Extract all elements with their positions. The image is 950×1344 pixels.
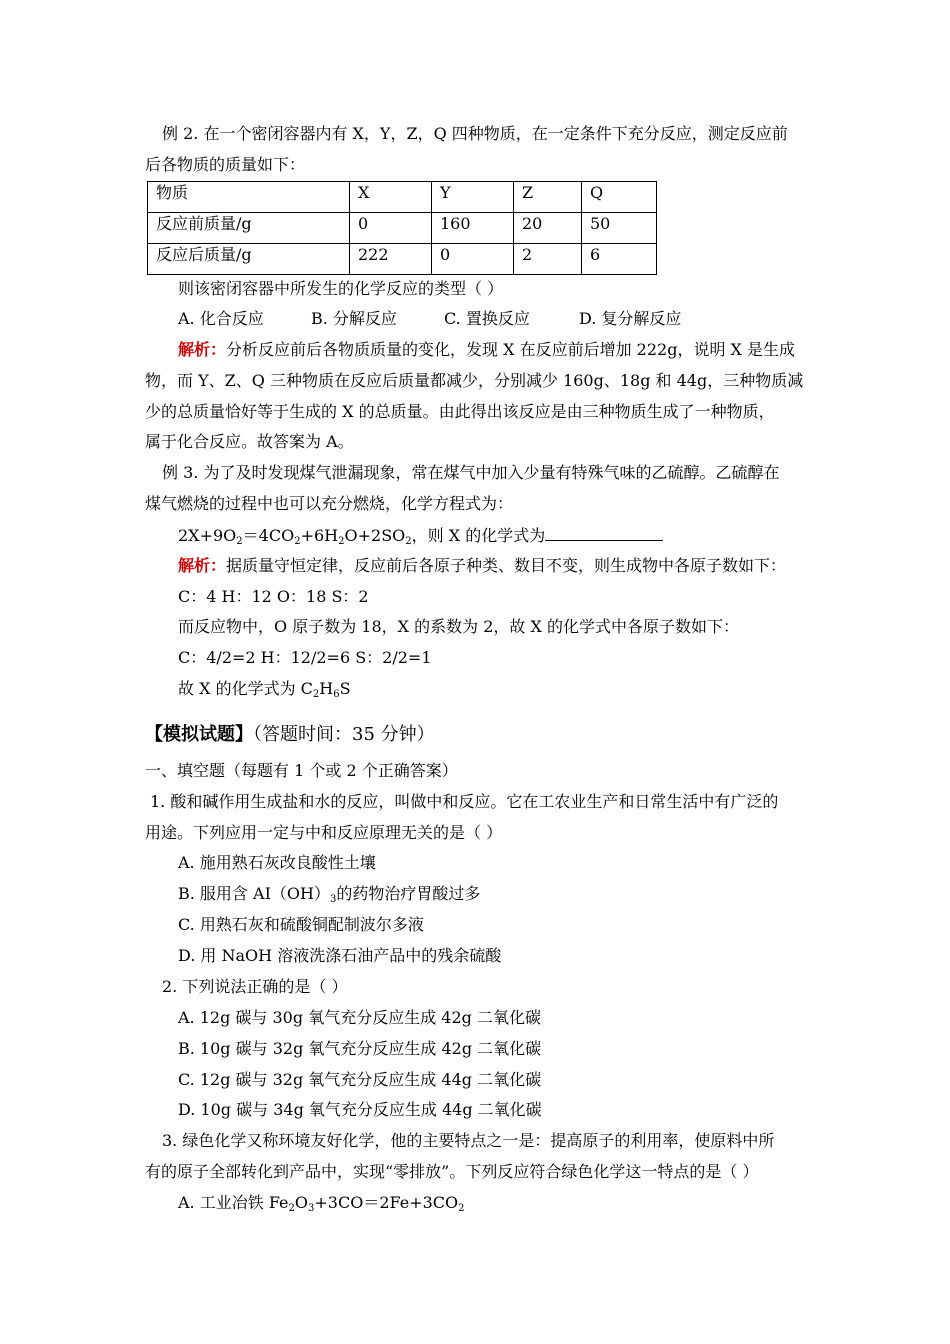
q2-option-a: A. 12g 碳与 30g 氧气充分反应生成 42g 二氧化碳 (178, 1008, 541, 1027)
eq-subscript: 2 (405, 536, 412, 547)
eq-part: ＝4CO (242, 526, 295, 545)
option-subscript: 3 (329, 894, 337, 905)
ex3-line-mid: 而反应物中，O 原子数为 18，X 的系数为 2，故 X 的化学式中各原子数如下： (178, 617, 739, 636)
table-cell: Q (582, 182, 657, 213)
q1-option-a: A. 施用熟石灰改良酸性土壤 (178, 853, 376, 872)
ex2-stem-line2: 后各物质的质量如下： (145, 155, 306, 174)
q1-option-c: C. 用熟石灰和硫酸铜配制波尔多液 (178, 915, 424, 934)
q1-option-b (178, 884, 480, 904)
eq-subscript: 2 (236, 536, 243, 547)
q3-stem-line2: 有的原子全部转化到产品中，实现“零排放”。下列反应符合绿色化学这一特点的是（ ） (145, 1162, 759, 1181)
ex2-analysis-line4: 属于化合反应。故答案为 A。 (145, 432, 354, 451)
mock-time: （答题时间：35 分钟） (253, 724, 435, 745)
table-row (148, 213, 657, 244)
ex3-equation (178, 525, 663, 546)
option-subscript: 2 (458, 1203, 465, 1214)
eq-part: +6H (300, 526, 339, 545)
ex3-counts1: C：4 H：12 O：18 S：2 (178, 587, 369, 606)
ex2-question: 则该密闭容器中所发生的化学反应的类型（ ） (178, 279, 504, 298)
table-cell: 160 (432, 213, 514, 244)
table-cell: X (350, 182, 432, 213)
part1-heading: 一、填空题（每题有 1 个或 2 个正确答案） (145, 761, 458, 780)
formula-part: H (319, 679, 334, 698)
q2-option-c: C. 12g 碳与 32g 氧气充分反应生成 44g 二氧化碳 (178, 1070, 542, 1089)
ex3-analysis-line1 (178, 556, 786, 576)
table-cell: 反应前质量/g (148, 213, 350, 244)
table-cell: 反应后质量/g (148, 244, 350, 275)
mock-title: 【模拟试题】 (145, 724, 253, 745)
q2-stem: 2. 下列说法正确的是（ ） (162, 977, 348, 996)
analysis-text: 据质量守恒定律，反应前后各原子种类、数目不变，则生成物中各原子数如下： (226, 556, 787, 575)
table-row (148, 244, 657, 275)
q1-stem-line2: 用途。下列应用一定与中和反应原理无关的是（ ） (145, 823, 503, 842)
formula-subscript: 2 (312, 689, 320, 700)
answer-blank (545, 525, 663, 541)
ex3-stem-line1: 例 3. 为了及时发现煤气泄漏现象，常在煤气中加入少量有特殊气味的乙硫醇。乙硫醇在 (162, 463, 780, 482)
formula-part: 故 X 的化学式为 C (178, 679, 313, 698)
q3-stem-line1: 3. 绿色化学又称环境友好化学，他的主要特点之一是：提高原子的利用率，使原料中所 (162, 1131, 775, 1150)
option-part: B. 服用含 AI（OH） (178, 884, 330, 903)
table-cell: 0 (432, 244, 514, 275)
option-part: A. 工业冶铁 Fe (178, 1193, 289, 1212)
table-cell: Z (514, 182, 582, 213)
formula-part: S (339, 679, 351, 698)
ex3-stem-line2: 煤气燃烧的过程中也可以充分燃烧，化学方程式为： (145, 494, 514, 513)
eq-subscript: 2 (338, 536, 345, 547)
option-part: +3CO＝2Fe+3CO (314, 1193, 459, 1212)
ex2-option-d: D. 复分解反应 (579, 309, 682, 328)
table-cell: 物质 (148, 182, 350, 213)
table-cell: 6 (582, 244, 657, 275)
table-cell: Y (432, 182, 514, 213)
q1-stem-line1: 1. 酸和碱作用生成盐和水的反应，叫做中和反应。它在工农业生产和日常生活中有广泛的 (150, 792, 779, 811)
q2-option-d: D. 10g 碳与 34g 氧气充分反应生成 44g 二氧化碳 (178, 1100, 542, 1119)
mass-table (147, 181, 657, 275)
ex2-option-b: B. 分解反应 (311, 309, 397, 328)
ex2-analysis-line3: 少的总质量恰好等于生成的 X 的总质量。由此得出该反应是由三种物质生成了一种物质， (145, 402, 775, 421)
formula-subscript: 6 (333, 689, 340, 700)
mock-heading (145, 725, 435, 745)
ex2-option-c: C. 置换反应 (444, 309, 530, 328)
table-cell: 20 (514, 213, 582, 244)
eq-part: O+2SO (344, 526, 406, 545)
q2-option-b: B. 10g 碳与 32g 氧气充分反应生成 42g 二氧化碳 (178, 1039, 542, 1058)
eq-subscript: 2 (294, 536, 301, 547)
ex2-option-a: A. 化合反应 (178, 309, 264, 328)
analysis-label: 解析： (178, 340, 227, 359)
eq-part: ，则 X 的化学式为 (411, 526, 546, 545)
table-cell: 50 (582, 213, 657, 244)
ex2-analysis-line2: 物，而 Y、Z、Q 三种物质在反应后质量都减少，分别减少 160g、18g 和 44g，三种物质减 (145, 371, 804, 390)
ex2-stem-line1: 例 2. 在一个密闭容器内有 X，Y，Z，Q 四种物质，在一定条件下充分反应，测定反应前 (162, 124, 788, 143)
table-cell: 2 (514, 244, 582, 275)
option-subscript: 2 (288, 1203, 295, 1214)
ex3-counts2: C：4/2=2 H：12/2=6 S：2/2=1 (178, 648, 432, 667)
q3-option-a (178, 1193, 465, 1213)
table-row (148, 182, 657, 213)
option-part: O (294, 1193, 309, 1212)
q1-option-d: D. 用 NaOH 溶液洗涤石油产品中的残余硫酸 (178, 946, 502, 965)
ex3-conclusion (178, 679, 351, 699)
option-subscript: 3 (308, 1203, 315, 1214)
table-cell: 0 (350, 213, 432, 244)
analysis-label: 解析： (178, 556, 227, 575)
table-cell: 222 (350, 244, 432, 275)
ex2-analysis-line1 (178, 340, 795, 360)
option-part: 的药物治疗胃酸过多 (336, 884, 481, 903)
eq-part: 2X+9O (178, 526, 237, 545)
analysis-text: 分析反应前后各物质质量的变化，发现 X 在反应前后增加 222g，说明 X 是生成 (226, 340, 796, 359)
